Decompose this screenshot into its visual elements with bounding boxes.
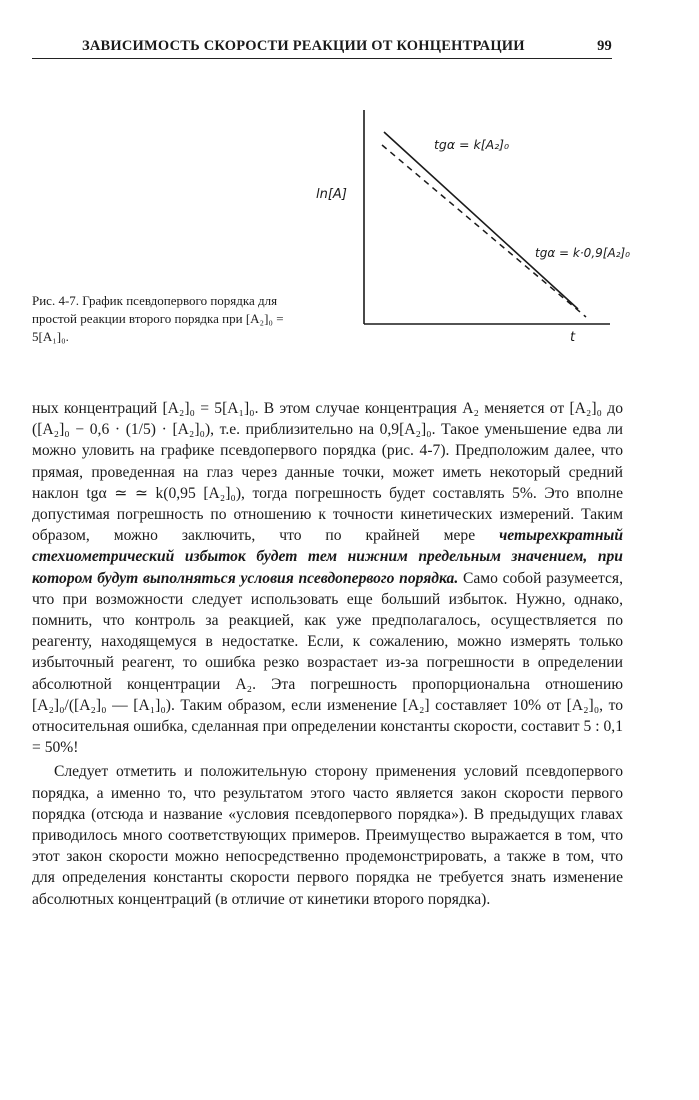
paragraph-1-part-b: Само собой разумеется, что при возможности следует использовать еще больший избыток. Нужно, однако, помнить, что контроль за реакцией, как уже предполагалось, осуществляется по реагенту, находящемуся в недостатке. Если, к сожалению, можно измерять только избыточный реагент, то ошибка резко возрастает из-за погрешности в определении абсолютной концентрации A₂. Эта погрешность пропорциональна отношению [A₂]₀/([A₂]₀ — [A₁]₀). Таким образом, если изменение [A₂] составляет 10% от [A₂]₀, то относительная ошибка, сделанная при определении константы скорости, составит 5 : 0,1 = 50%! [32, 569, 623, 757]
y-axis-label: ln[A] [316, 187, 347, 202]
figure-4-7 [300, 105, 630, 355]
page-number: 99 [597, 38, 612, 54]
dashed-line-label: tgα = k·0,9[A₂]₀ [535, 246, 630, 260]
solid-line-label: tgα = k[A₂]₀ [434, 137, 510, 152]
body-text [32, 398, 623, 910]
figure-caption: Рис. 4-7. График псевдопервого порядка для простой реакции второго порядка при [A₂]₀ = 5[A₁]₀. [32, 293, 284, 344]
dashed-line [382, 145, 586, 317]
paragraph-1 [32, 398, 623, 758]
x-axis-label: t [570, 330, 576, 345]
paragraph-1-part-a: ных концентраций [A₂]₀ = 5[A₁]₀. В этом случае концентрация A₂ меняется от [A₂]₀ до ([A₂]₀ − 0,6 · (1/5) · [A₂]₀), т.е. приблизительно на 0,9[A₂]₀. Такое уменьшение едва ли можно уловить на графике псевдопервого порядка (рис. 4-7). Предположим далее, что прямая, проведенная на глаз через данные точки, может иметь некоторый средний наклон tgα ≃ ≃ k(0,95 [A₂]₀), тогда погрешность будет составлять 5%. Это вполне допустимая погрешность по отношению к точности кинетических измерений. Таким образом, можно заключить, что по крайней мере [32, 400, 623, 545]
running-head-title: ЗАВИСИМОСТЬ СКОРОСТИ РЕАКЦИИ ОТ КОНЦЕНТРАЦИИ [82, 38, 525, 54]
solid-line [384, 132, 578, 309]
paragraph-1-emphasis: четырехкратный стехиометрический избыток будет тем нижним предельным значением, при котором будут выполняться условия псевдопервого порядка. [32, 527, 623, 587]
paragraph-2: Следует отметить и положительную сторону применения условий псевдопервого порядка, а именно то, что результатом этого часто является закон скорости первого порядка (отсюда и название «условия псевдопервого порядка»). В предыдущих главах приводилось много соответствующих примеров. Преимущество выражается в том, что этот закон скорости можно непосредственно продемонстрировать, а также в том, что для определения константы скорости первого порядка не требуется знать изменение абсолютных концентраций (в отличие от кинетики второго порядка). [32, 763, 623, 908]
header-rule [32, 58, 612, 59]
